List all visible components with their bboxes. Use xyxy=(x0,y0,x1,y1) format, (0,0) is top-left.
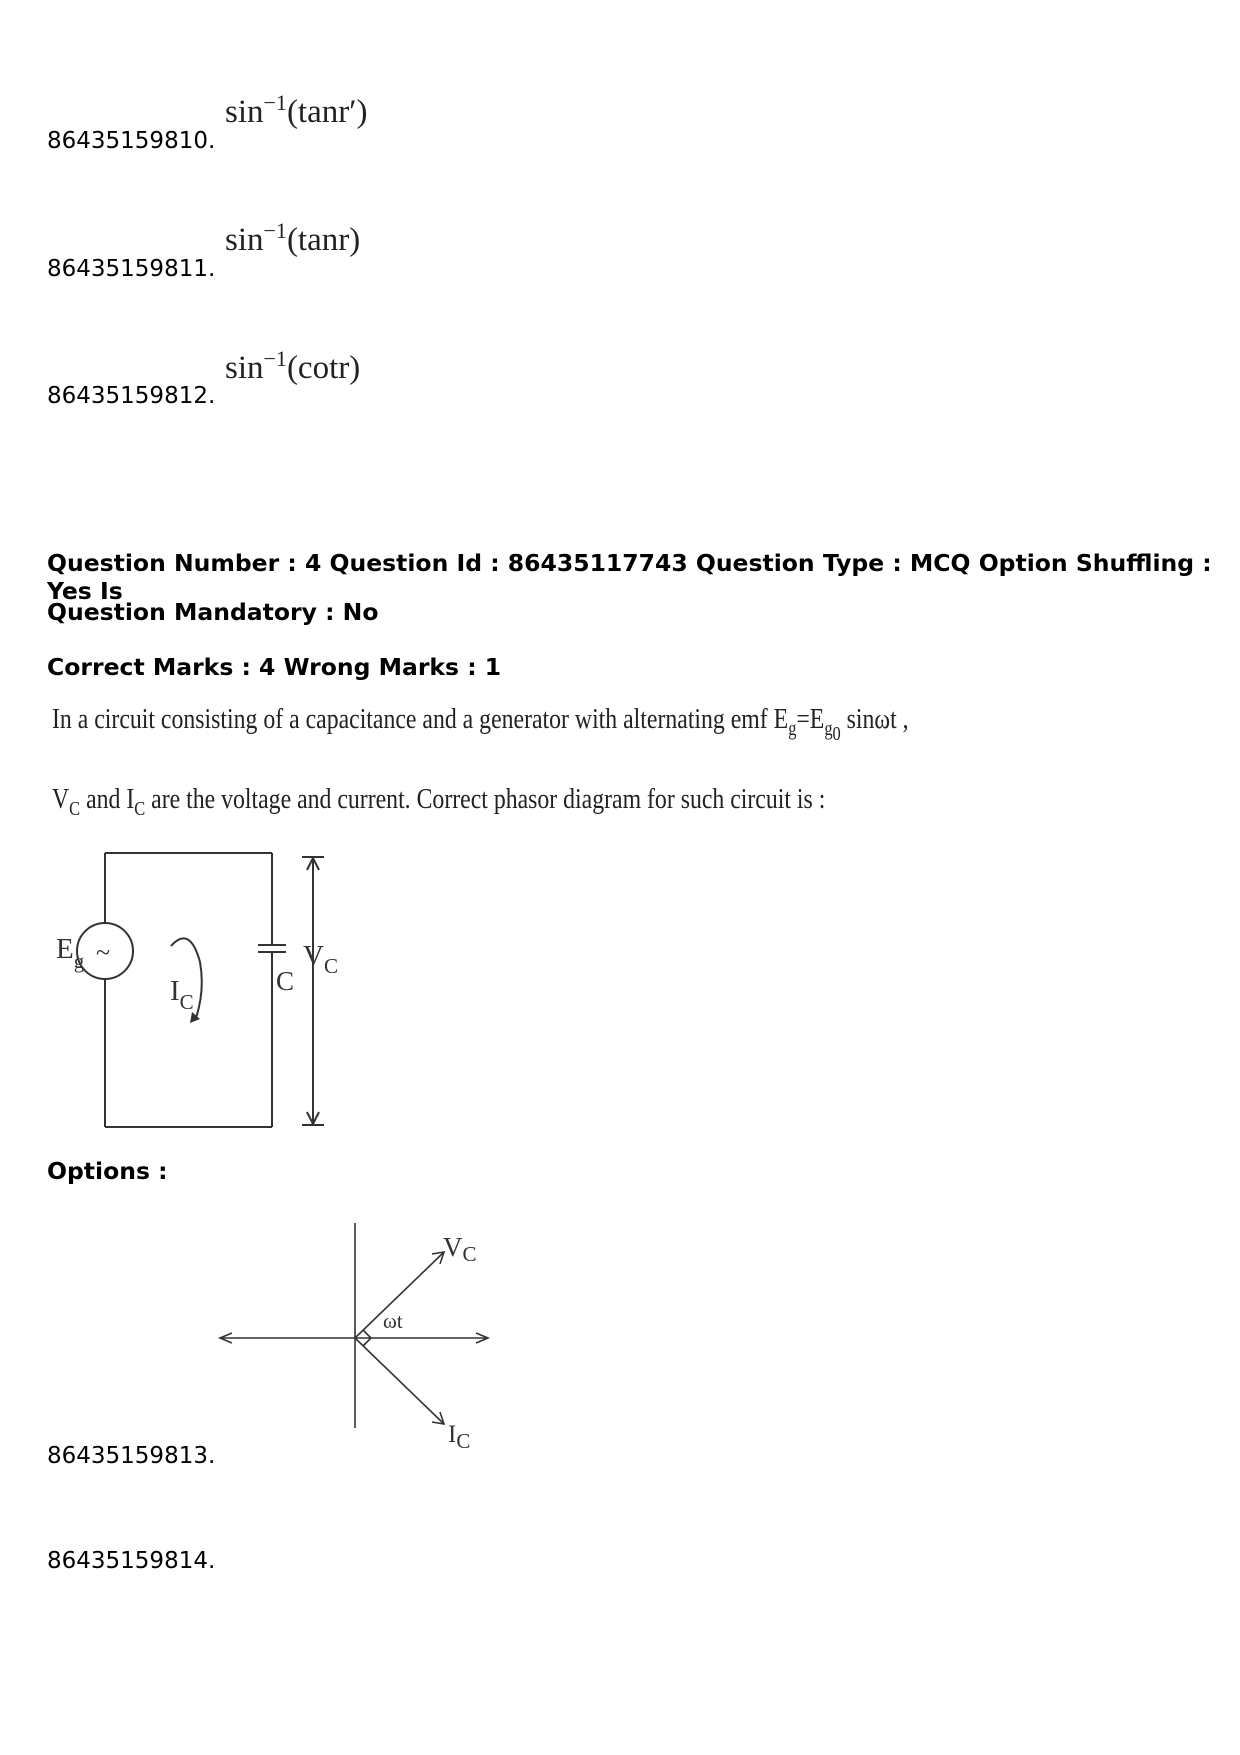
option-1-phasor-diagram xyxy=(210,1220,500,1460)
question-mandatory: Question Mandatory : No xyxy=(47,598,379,626)
voltage-label: V xyxy=(303,940,324,972)
svg-text:IC xyxy=(170,975,194,1014)
vc-label: V xyxy=(443,1232,463,1262)
current-label: I xyxy=(170,975,180,1007)
voltage-sub: C xyxy=(323,954,338,978)
source-sub: g xyxy=(73,949,85,973)
ic-sub: C xyxy=(456,1429,471,1453)
circuit-diagram xyxy=(40,840,360,1140)
prev-option-1-id: 86435159810. xyxy=(47,128,216,154)
vc-sub: C xyxy=(462,1242,477,1266)
option-2-id: 86435159814. xyxy=(47,1548,216,1574)
prev-option-3-math: $\sin^{-1}(\cot r)$ xyxy=(225,346,361,386)
question-text-line-1: In a circuit consisting of a capacitance and a generator with alternating emf $E_g=E_{g_0}$ sinωt , xyxy=(52,703,909,745)
question-header: Question Number : 4 Question Id : 86435117743 Question Type : MCQ Option Shuffling : Yes Is xyxy=(47,549,1212,605)
svg-text:VC xyxy=(443,1232,477,1266)
svg-text:VC xyxy=(303,940,338,978)
question-marks: Correct Marks : 4 Wrong Marks : 1 xyxy=(47,653,502,681)
angle-label: ωt xyxy=(383,1309,403,1333)
option-1-id: 86435159813. xyxy=(47,1443,216,1469)
question-text-line-2: $V_C$ and $I_C$ are the voltage and current. Correct phasor diagram for such circuit is : xyxy=(52,783,826,820)
source-label: E xyxy=(56,933,74,965)
current-sub: C xyxy=(179,990,194,1014)
capacitor-label: C xyxy=(276,966,295,996)
prev-option-3-id: 86435159812. xyxy=(47,383,216,409)
svg-text:IC xyxy=(448,1421,470,1453)
prev-option-2-math: $\sin^{-1}(\tan r)$ xyxy=(225,218,361,258)
generator-tilde: ~ xyxy=(96,938,111,967)
ic-label: I xyxy=(448,1421,457,1448)
prev-option-2-id: 86435159811. xyxy=(47,256,216,282)
prev-option-1-math: $\sin^{-1}(\tan r')$ xyxy=(225,90,368,130)
options-label: Options : xyxy=(47,1157,168,1185)
